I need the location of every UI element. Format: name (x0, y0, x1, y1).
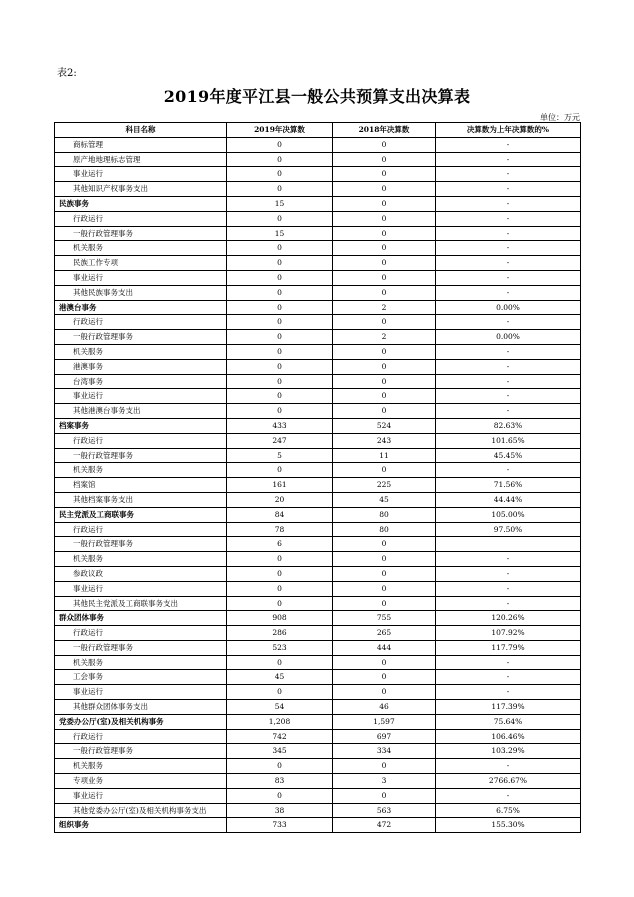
value-2018-cell: 697 (333, 729, 436, 744)
percent-cell: - (436, 374, 581, 389)
table-row (55, 803, 581, 818)
subject-name-cell: 行政运行 (55, 626, 227, 641)
subject-name-cell: 档案馆 (55, 478, 227, 493)
subject-name-cell: 一般行政管理事务 (55, 448, 227, 463)
value-2018-cell: 0 (333, 537, 436, 552)
header-subject-name: 科目名称 (55, 123, 227, 138)
value-2019-cell: 733 (227, 818, 333, 833)
table-label: 表2: (57, 68, 77, 79)
value-2018-cell: 0 (333, 463, 436, 478)
table-row (55, 404, 581, 419)
percent-cell: 6.75% (436, 803, 581, 818)
percent-cell: - (436, 359, 581, 374)
subject-name-cell: 行政运行 (55, 211, 227, 226)
table-row (55, 492, 581, 507)
value-2018-cell: 80 (333, 507, 436, 522)
subject-name-cell: 事业运行 (55, 389, 227, 404)
value-2018-cell: 3 (333, 774, 436, 789)
value-2018-cell: 444 (333, 640, 436, 655)
value-2018-cell: 80 (333, 522, 436, 537)
subject-name-cell: 事业运行 (55, 788, 227, 803)
percent-cell: - (436, 685, 581, 700)
percent-cell: 117.79% (436, 640, 581, 655)
value-2019-cell: 0 (227, 315, 333, 330)
table-row (55, 152, 581, 167)
percent-cell: 103.29% (436, 744, 581, 759)
percent-cell: - (436, 759, 581, 774)
value-2018-cell: 0 (333, 285, 436, 300)
table-row (55, 270, 581, 285)
percent-cell: - (436, 256, 581, 271)
percent-cell: - (436, 270, 581, 285)
table-row (55, 241, 581, 256)
table-row (55, 774, 581, 789)
value-2019-cell: 0 (227, 552, 333, 567)
value-2018-cell: 0 (333, 596, 436, 611)
percent-cell: - (436, 182, 581, 197)
subject-name-cell: 机关服务 (55, 552, 227, 567)
table-row (55, 611, 581, 626)
subject-name-cell: 民族工作专项 (55, 256, 227, 271)
value-2018-cell: 2 (333, 300, 436, 315)
subject-name-cell: 事业运行 (55, 685, 227, 700)
value-2019-cell: 0 (227, 389, 333, 404)
table-row (55, 182, 581, 197)
percent-cell: - (436, 581, 581, 596)
percent-cell (436, 537, 581, 552)
value-2019-cell: 84 (227, 507, 333, 522)
value-2018-cell: 472 (333, 818, 436, 833)
value-2019-cell: 0 (227, 359, 333, 374)
value-2018-cell: 0 (333, 759, 436, 774)
value-2018-cell: 265 (333, 626, 436, 641)
table-row (55, 596, 581, 611)
value-2018-cell: 0 (333, 374, 436, 389)
table-row (55, 655, 581, 670)
percent-cell: - (436, 404, 581, 419)
value-2019-cell: 161 (227, 478, 333, 493)
subject-name-cell: 其他档案事务支出 (55, 492, 227, 507)
percent-cell: 117.39% (436, 700, 581, 715)
table-row (55, 463, 581, 478)
table-row (55, 640, 581, 655)
percent-cell: - (436, 552, 581, 567)
value-2018-cell: 0 (333, 552, 436, 567)
value-2019-cell: 0 (227, 374, 333, 389)
table-row (55, 344, 581, 359)
table-header-row (55, 123, 581, 138)
table-row (55, 818, 581, 833)
subject-name-cell: 党委办公厅(室)及相关机构事务 (55, 714, 227, 729)
table-row (55, 374, 581, 389)
value-2019-cell: 908 (227, 611, 333, 626)
value-2019-cell: 0 (227, 463, 333, 478)
value-2019-cell: 1,208 (227, 714, 333, 729)
subject-name-cell: 其他群众团体事务支出 (55, 700, 227, 715)
percent-cell: 106.46% (436, 729, 581, 744)
page-title: 2019年度平江县一般公共预算支出决算表 (163, 87, 471, 106)
table-row (55, 552, 581, 567)
value-2019-cell: 0 (227, 655, 333, 670)
value-2019-cell: 286 (227, 626, 333, 641)
percent-cell: 82.63% (436, 418, 581, 433)
percent-cell: - (436, 463, 581, 478)
table-body (55, 137, 581, 832)
value-2018-cell: 563 (333, 803, 436, 818)
value-2018-cell: 0 (333, 404, 436, 419)
value-2018-cell: 0 (333, 137, 436, 152)
value-2019-cell: 0 (227, 285, 333, 300)
value-2018-cell: 0 (333, 241, 436, 256)
table-row (55, 389, 581, 404)
percent-cell: - (436, 196, 581, 211)
table-row (55, 226, 581, 241)
value-2019-cell: 83 (227, 774, 333, 789)
value-2018-cell: 0 (333, 270, 436, 285)
value-2018-cell: 0 (333, 788, 436, 803)
header-2018-actual: 2018年决算数 (333, 123, 436, 138)
value-2019-cell: 0 (227, 270, 333, 285)
percent-cell: 155.30% (436, 818, 581, 833)
value-2018-cell: 0 (333, 211, 436, 226)
table-row (55, 211, 581, 226)
percent-cell: - (436, 389, 581, 404)
value-2019-cell: 247 (227, 433, 333, 448)
subject-name-cell: 商标管理 (55, 137, 227, 152)
value-2019-cell: 0 (227, 330, 333, 345)
subject-name-cell: 一般行政管理事务 (55, 330, 227, 345)
value-2019-cell: 433 (227, 418, 333, 433)
value-2018-cell: 1,597 (333, 714, 436, 729)
value-2018-cell: 243 (333, 433, 436, 448)
value-2019-cell: 0 (227, 152, 333, 167)
percent-cell: 45.45% (436, 448, 581, 463)
subject-name-cell: 机关服务 (55, 759, 227, 774)
value-2019-cell: 5 (227, 448, 333, 463)
percent-cell: - (436, 670, 581, 685)
value-2019-cell: 0 (227, 182, 333, 197)
value-2018-cell: 2 (333, 330, 436, 345)
subject-name-cell: 其他党委办公厅(室)及相关机构事务支出 (55, 803, 227, 818)
table-row (55, 167, 581, 182)
table-row (55, 196, 581, 211)
header-2019-actual: 2019年决算数 (227, 123, 333, 138)
table-row (55, 626, 581, 641)
table-row (55, 714, 581, 729)
value-2019-cell: 15 (227, 196, 333, 211)
value-2018-cell: 46 (333, 700, 436, 715)
table-row (55, 759, 581, 774)
table-row (55, 729, 581, 744)
subject-name-cell: 行政运行 (55, 729, 227, 744)
subject-name-cell: 机关服务 (55, 655, 227, 670)
value-2019-cell: 0 (227, 566, 333, 581)
value-2019-cell: 6 (227, 537, 333, 552)
table-row (55, 507, 581, 522)
value-2019-cell: 0 (227, 344, 333, 359)
table-row (55, 478, 581, 493)
subject-name-cell: 事业运行 (55, 270, 227, 285)
percent-cell: - (436, 596, 581, 611)
table-row (55, 448, 581, 463)
table-row (55, 522, 581, 537)
percent-cell: 44.44% (436, 492, 581, 507)
percent-cell: 120.26% (436, 611, 581, 626)
value-2018-cell: 0 (333, 196, 436, 211)
value-2019-cell: 45 (227, 670, 333, 685)
subject-name-cell: 港澳台事务 (55, 300, 227, 315)
percent-cell: - (436, 566, 581, 581)
value-2019-cell: 0 (227, 759, 333, 774)
table-row (55, 285, 581, 300)
value-2019-cell: 78 (227, 522, 333, 537)
subject-name-cell: 参政议政 (55, 566, 227, 581)
value-2018-cell: 0 (333, 226, 436, 241)
subject-name-cell: 一般行政管理事务 (55, 640, 227, 655)
value-2019-cell: 0 (227, 788, 333, 803)
percent-cell: 0.00% (436, 300, 581, 315)
percent-cell: 101.65% (436, 433, 581, 448)
subject-name-cell: 群众团体事务 (55, 611, 227, 626)
value-2018-cell: 0 (333, 256, 436, 271)
percent-cell: - (436, 241, 581, 256)
subject-name-cell: 机关服务 (55, 463, 227, 478)
value-2018-cell: 0 (333, 344, 436, 359)
subject-name-cell: 其他港澳台事务支出 (55, 404, 227, 419)
value-2018-cell: 45 (333, 492, 436, 507)
table-row (55, 330, 581, 345)
percent-cell: 105.00% (436, 507, 581, 522)
table-row (55, 137, 581, 152)
percent-cell: - (436, 344, 581, 359)
subject-name-cell: 原产地地理标志管理 (55, 152, 227, 167)
subject-name-cell: 一般行政管理事务 (55, 226, 227, 241)
value-2018-cell: 0 (333, 167, 436, 182)
value-2018-cell: 0 (333, 389, 436, 404)
value-2019-cell: 0 (227, 596, 333, 611)
value-2019-cell: 54 (227, 700, 333, 715)
value-2018-cell: 0 (333, 670, 436, 685)
percent-cell: 0.00% (436, 330, 581, 345)
value-2019-cell: 0 (227, 241, 333, 256)
percent-cell: - (436, 211, 581, 226)
value-2018-cell: 0 (333, 655, 436, 670)
value-2018-cell: 0 (333, 581, 436, 596)
subject-name-cell: 组织事务 (55, 818, 227, 833)
table-row (55, 744, 581, 759)
percent-cell: - (436, 137, 581, 152)
subject-name-cell: 工会事务 (55, 670, 227, 685)
table-row (55, 700, 581, 715)
subject-name-cell: 其他民主党派及工商联事务支出 (55, 596, 227, 611)
value-2018-cell: 755 (333, 611, 436, 626)
subject-name-cell: 其他民族事务支出 (55, 285, 227, 300)
table-row (55, 315, 581, 330)
subject-name-cell: 一般行政管理事务 (55, 537, 227, 552)
table-row (55, 566, 581, 581)
subject-name-cell: 机关服务 (55, 241, 227, 256)
subject-name-cell: 档案事务 (55, 418, 227, 433)
subject-name-cell: 行政运行 (55, 433, 227, 448)
percent-cell: - (436, 152, 581, 167)
value-2019-cell: 20 (227, 492, 333, 507)
percent-cell: 71.56% (436, 478, 581, 493)
percent-cell: - (436, 226, 581, 241)
header-percent-of-prior: 决算数为上年决算数的% (436, 123, 581, 138)
value-2018-cell: 524 (333, 418, 436, 433)
value-2018-cell: 11 (333, 448, 436, 463)
subject-name-cell: 一般行政管理事务 (55, 744, 227, 759)
percent-cell: - (436, 788, 581, 803)
percent-cell: 75.64% (436, 714, 581, 729)
subject-name-cell: 港澳事务 (55, 359, 227, 374)
value-2019-cell: 742 (227, 729, 333, 744)
table-row (55, 537, 581, 552)
value-2018-cell: 225 (333, 478, 436, 493)
unit-label: 单位：万元 (540, 113, 580, 122)
subject-name-cell: 民主党派及工商联事务 (55, 507, 227, 522)
value-2019-cell: 345 (227, 744, 333, 759)
percent-cell: - (436, 285, 581, 300)
table-row (55, 418, 581, 433)
percent-cell: 97.50% (436, 522, 581, 537)
subject-name-cell: 专项业务 (55, 774, 227, 789)
value-2018-cell: 334 (333, 744, 436, 759)
table-row (55, 685, 581, 700)
value-2019-cell: 0 (227, 581, 333, 596)
value-2019-cell: 0 (227, 137, 333, 152)
value-2019-cell: 0 (227, 685, 333, 700)
subject-name-cell: 事业运行 (55, 581, 227, 596)
table-row (55, 581, 581, 596)
value-2019-cell: 0 (227, 167, 333, 182)
table-row (55, 670, 581, 685)
value-2019-cell: 0 (227, 256, 333, 271)
percent-cell: - (436, 167, 581, 182)
value-2018-cell: 0 (333, 566, 436, 581)
percent-cell: 107.92% (436, 626, 581, 641)
subject-name-cell: 事业运行 (55, 167, 227, 182)
table-row (55, 256, 581, 271)
value-2019-cell: 0 (227, 211, 333, 226)
value-2018-cell: 0 (333, 685, 436, 700)
table-row (55, 433, 581, 448)
table-row (55, 300, 581, 315)
subject-name-cell: 其他知识产权事务支出 (55, 182, 227, 197)
percent-cell: 2766.67% (436, 774, 581, 789)
value-2019-cell: 0 (227, 404, 333, 419)
value-2019-cell: 38 (227, 803, 333, 818)
percent-cell: - (436, 655, 581, 670)
subject-name-cell: 民族事务 (55, 196, 227, 211)
value-2018-cell: 0 (333, 359, 436, 374)
subject-name-cell: 行政运行 (55, 522, 227, 537)
subject-name-cell: 机关服务 (55, 344, 227, 359)
value-2019-cell: 523 (227, 640, 333, 655)
value-2018-cell: 0 (333, 152, 436, 167)
subject-name-cell: 台湾事务 (55, 374, 227, 389)
value-2019-cell: 0 (227, 300, 333, 315)
value-2018-cell: 0 (333, 182, 436, 197)
budget-table (54, 122, 581, 833)
value-2019-cell: 15 (227, 226, 333, 241)
table-row (55, 788, 581, 803)
value-2018-cell: 0 (333, 315, 436, 330)
table-row (55, 359, 581, 374)
subject-name-cell: 行政运行 (55, 315, 227, 330)
percent-cell: - (436, 315, 581, 330)
